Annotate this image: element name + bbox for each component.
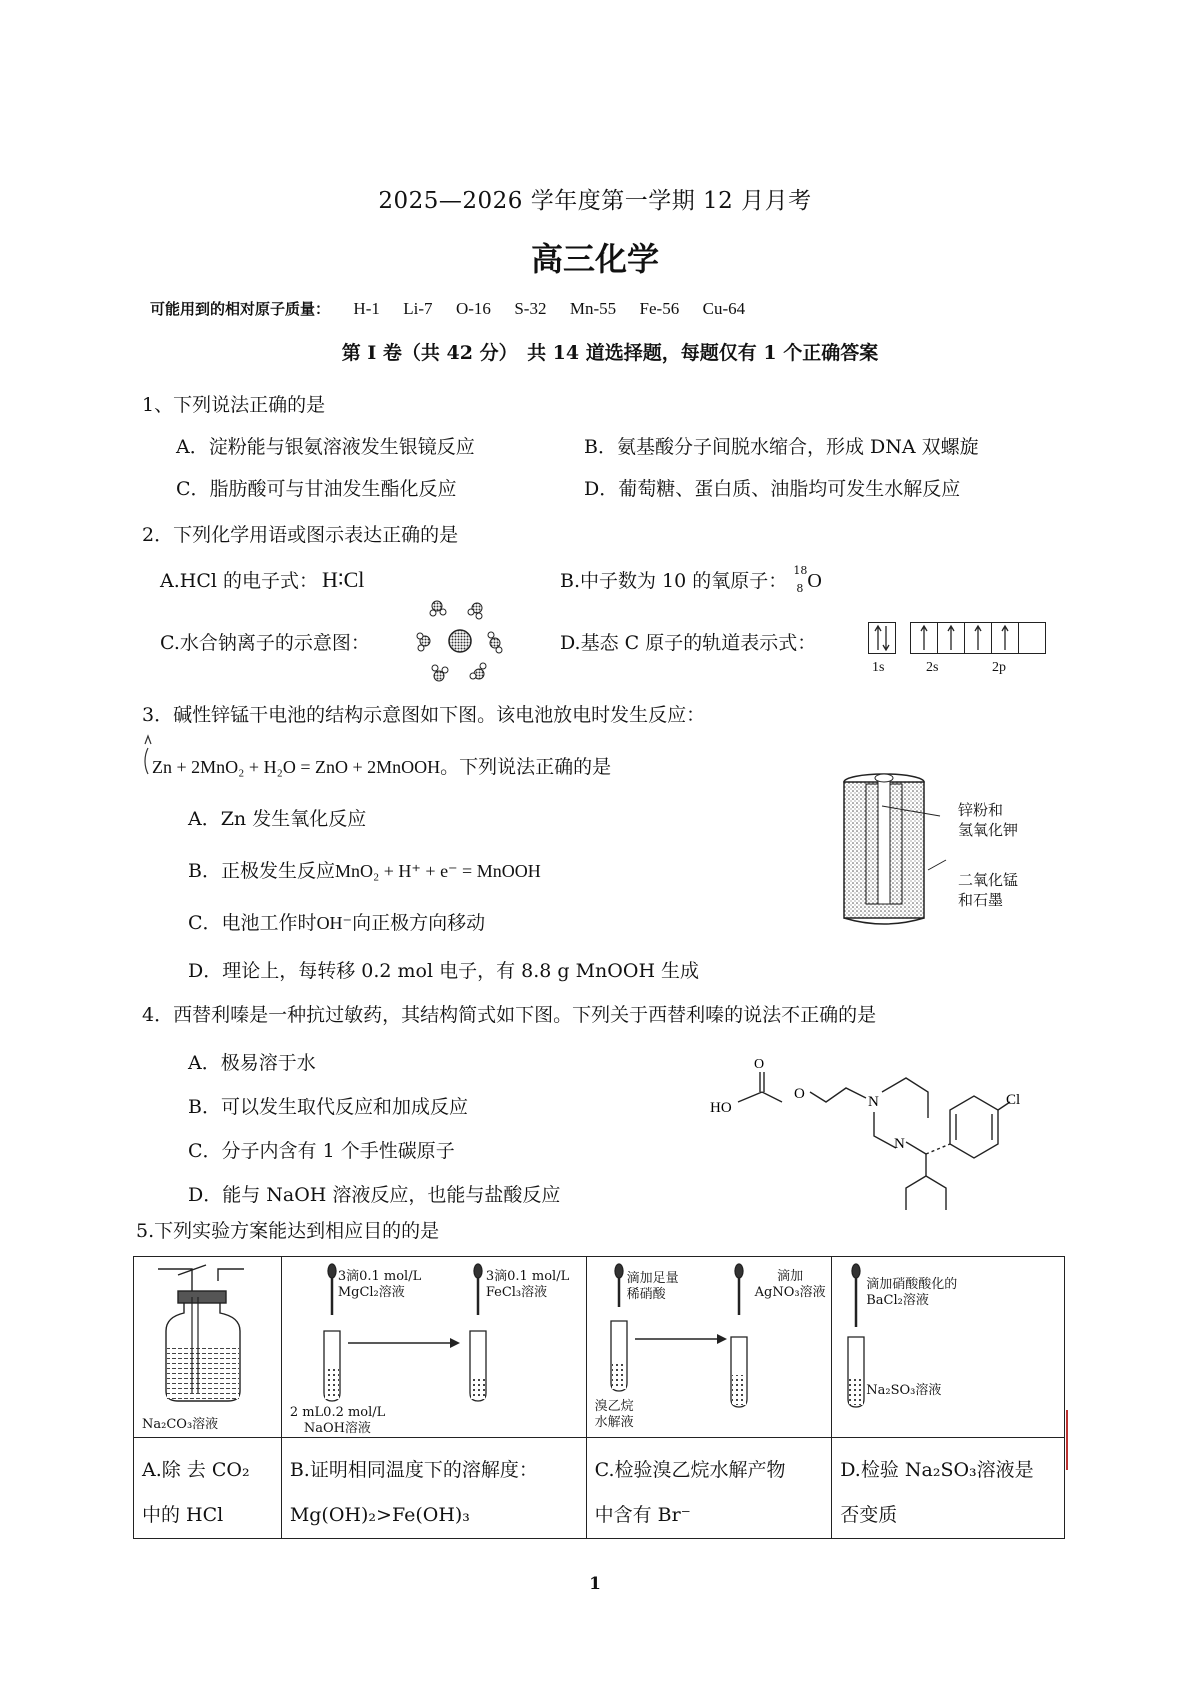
q2-option-b: [560, 566, 822, 593]
element-symbol: O: [807, 570, 822, 592]
diagram-d-cell: [832, 1257, 1065, 1438]
option-label: A．: [188, 808, 221, 830]
atomic-masses-label: 可能用到的相对原子质量：: [150, 300, 331, 318]
question-4-stem: [142, 1000, 876, 1027]
option-label: B．: [188, 860, 221, 882]
reaction-equation: Zn + 2MnO₂ + H₂O = ZnO + 2MnOOH: [152, 757, 441, 777]
purpose-line: 中的 HCl: [142, 1504, 224, 1526]
diagram-c-cell: [586, 1257, 832, 1438]
orbital-label-2p: 2p: [992, 660, 1006, 675]
option-text: 淀粉能与银氨溶液发生银镜反应: [208, 436, 475, 458]
option-text: 基态 C 原子的轨道表示式：: [580, 632, 817, 654]
purpose-line: A.除 去 CO₂: [142, 1459, 250, 1481]
electrode-equation: MnO₂ + H⁺ + e⁻ = MnOOH: [334, 861, 541, 881]
stem-text: 下列化学用语或图示表达正确的是: [173, 524, 459, 546]
purpose-a: [134, 1438, 282, 1539]
orbital-cell: [869, 623, 895, 653]
atomic-number: 8: [796, 582, 804, 595]
carbonyl-o-label: O: [754, 1057, 765, 1072]
option-text: 水合钠离子的示意图：: [179, 632, 370, 654]
option-label: C.: [160, 632, 180, 654]
mass-mn: Mn-55: [569, 299, 617, 318]
label-line: 水解液: [594, 1415, 634, 1430]
option-label: A．: [188, 1052, 221, 1074]
question-2-stem: [142, 520, 458, 547]
experiment-table: [133, 1256, 1065, 1539]
purpose-line: 否变质: [840, 1504, 898, 1526]
purpose-row: [134, 1438, 1065, 1539]
orbital-label-2s: 2s: [926, 660, 939, 675]
option-text: 可以发生取代反应和加成反应: [220, 1096, 468, 1118]
dropper-label: [866, 1277, 957, 1309]
label-line: 稀硝酸: [626, 1287, 666, 1302]
electron-formula: H∶Cl: [322, 567, 365, 592]
q3-option-a: [188, 804, 366, 831]
mass-li: Li-7: [403, 299, 433, 318]
q4-option-a: [188, 1048, 316, 1075]
up-electron-arrow-icon: [965, 623, 991, 653]
stem-text: 西替利嗪是一种抗过敏药，其结构简式如下图。下列关于西替利嗪的说法不正确的是: [173, 1004, 877, 1026]
purpose-line: D.检验 Na₂SO₃溶液是: [840, 1459, 1034, 1481]
hydrated-sodium-ion-diagram: [415, 596, 505, 686]
piperazine-n1-label: N: [868, 1094, 879, 1110]
mass-o: O-16: [455, 299, 491, 318]
mass-h: H-1: [353, 299, 380, 318]
option-label: D．: [584, 478, 619, 500]
orbital-cell: [965, 623, 992, 653]
q4-option-d: [188, 1180, 560, 1207]
orbital-box-1s: [868, 622, 896, 654]
mass-s: S-32: [514, 299, 547, 318]
q3-option-d: [188, 956, 699, 983]
diagram-a-cell: [134, 1257, 282, 1438]
label-line: 3滴0.1 mol/L: [337, 1269, 422, 1284]
piperazine-n2-label: N: [894, 1136, 905, 1152]
up-electron-arrow-icon: [911, 623, 937, 653]
option-label: A．: [176, 436, 209, 458]
option-label: B.: [560, 570, 581, 592]
bottle-label: Na₂CO₃溶液: [142, 1417, 219, 1432]
label-line: 滴加足量: [626, 1271, 679, 1286]
option-text: 脂肪酸可与甘油发生酯化反应: [209, 478, 457, 500]
orbital-box-2s-2p: [910, 622, 1046, 654]
question-number: 2．: [142, 524, 174, 546]
q1-option-d: [584, 474, 960, 501]
atomic-masses: [150, 298, 745, 319]
page-number: 1: [589, 1574, 601, 1594]
option-label: D．: [188, 960, 223, 982]
label-line: 氢氧化钾: [958, 821, 1019, 839]
option-text: 正极发生反应: [220, 860, 335, 882]
q2-option-a: [160, 566, 364, 593]
tube-label: Na₂SO₃溶液: [866, 1383, 942, 1398]
up-electron-arrow-icon: [992, 623, 1018, 653]
orbital-cell: [1019, 623, 1045, 653]
label-line: AgNO₃溶液: [754, 1285, 826, 1300]
q1-option-a: [176, 432, 475, 459]
option-text: 分子内含有 1 个手性碳原子: [221, 1140, 455, 1162]
chloro-label: Cl: [1006, 1092, 1021, 1108]
option-label: C．: [188, 1140, 222, 1162]
battery-leader-lines: [880, 790, 960, 890]
nuclide-notation: [793, 564, 808, 595]
q2-option-c: [160, 628, 370, 655]
handwritten-mark-icon: [140, 730, 160, 776]
option-text: 葡萄糖、蛋白质、油脂均可发生水解反应: [618, 478, 961, 500]
purpose-d: [832, 1438, 1065, 1539]
label-line: 锌粉和: [958, 801, 1004, 819]
q4-option-c: [188, 1136, 455, 1163]
option-text: 电池工作时: [221, 912, 317, 934]
question-5-stem: [136, 1216, 439, 1243]
dropper-2-label: [755, 1269, 826, 1301]
label-line: 二氧化锰: [958, 871, 1019, 889]
stem-text: 碱性锌锰干电池的结构示意图如下图。该电池放电时发生反应：: [173, 704, 706, 726]
label-line: BaCl₂溶液: [866, 1293, 929, 1308]
diagram-b-cell: [281, 1257, 586, 1438]
label-line: FeCl₃溶液: [485, 1285, 548, 1300]
question-number: 4．: [142, 1004, 174, 1026]
stem-text: 下列说法正确的是: [173, 394, 326, 416]
purpose-line: Mg(OH)₂>Fe(OH)₃: [289, 1504, 470, 1526]
label-line: 和石墨: [958, 891, 1004, 909]
option-text: 极易溶于水: [220, 1052, 316, 1074]
ether-o-label: O: [794, 1086, 805, 1102]
option-label: C．: [176, 478, 210, 500]
orbital-label-1s: 1s: [872, 660, 885, 675]
purpose-b: [281, 1438, 586, 1539]
q2-option-d: [560, 628, 816, 655]
tube-label: [290, 1405, 386, 1437]
tube-label: [595, 1399, 634, 1431]
option-text: 能与 NaOH 溶液反应，也能与盐酸反应: [222, 1184, 561, 1206]
orbital-cell: [938, 623, 965, 653]
mass-number: 18: [793, 564, 808, 577]
label-line: 3滴0.1 mol/L: [485, 1269, 570, 1284]
label-line: MgCl₂溶液: [337, 1285, 405, 1300]
question-3-equation-line: [152, 752, 611, 779]
gas-washing-bottle-diagram: [148, 1261, 258, 1411]
label-line: 溴乙烷: [594, 1399, 634, 1414]
paired-electron-arrows-icon: [869, 623, 895, 653]
mass-cu: Cu-64: [702, 299, 746, 318]
question-3-stem: [142, 700, 705, 727]
purpose-line: B.证明相同温度下的溶解度：: [289, 1459, 538, 1481]
q1-option-c: [176, 474, 457, 501]
option-text: 向正极方向移动: [352, 912, 486, 934]
subject-title: 高三化学: [530, 240, 659, 278]
option-label: D．: [188, 1184, 223, 1206]
option-label: C．: [188, 912, 222, 934]
option-text: 氨基酸分子间脱水缩合，形成 DNA 双螺旋: [616, 436, 979, 458]
option-label: A.: [160, 570, 180, 592]
question-number: 5.: [136, 1220, 155, 1242]
question-number: 3．: [142, 704, 174, 726]
q3-option-b: [188, 856, 541, 883]
option-label: D.: [560, 632, 581, 654]
battery-cathode-label: [958, 870, 1018, 910]
orbital-cell: [911, 623, 938, 653]
purpose-line: 中含有 Br⁻: [594, 1504, 691, 1526]
stem-text: 下列实验方案能达到相应目的的是: [154, 1220, 440, 1242]
dropper-2-label: [486, 1269, 569, 1301]
question-1-stem: [142, 390, 325, 417]
mass-fe: Fe-56: [639, 299, 680, 318]
up-electron-arrow-icon: [938, 623, 964, 653]
question-number: 1、: [142, 394, 174, 416]
option-label: B．: [584, 436, 617, 458]
option-text: 理论上，每转移 0.2 mol 电子，有 8.8 g MnOOH 生成: [222, 960, 700, 982]
purpose-c: [586, 1438, 832, 1539]
option-text: HCl 的电子式：: [179, 570, 318, 592]
battery-anode-label: [958, 800, 1018, 840]
q3-option-c: [188, 908, 485, 935]
orbital-cell: [992, 623, 1019, 653]
stem-tail: 。下列说法正确的是: [440, 756, 612, 778]
label-line: 滴加: [777, 1269, 804, 1284]
label-line: 滴加硝酸酸化的: [866, 1277, 958, 1292]
q4-option-b: [188, 1092, 468, 1119]
exam-title: 2025—2026 学年度第一学期 12 月月考: [378, 188, 812, 214]
option-text: 中子数为 10 的氧原子：: [580, 570, 788, 592]
option-text: Zn 发生氧化反应: [220, 808, 367, 830]
purpose-line: C.检验溴乙烷水解产物: [594, 1459, 786, 1481]
ion-formula: OH⁻: [316, 913, 353, 933]
option-label: B．: [188, 1096, 221, 1118]
dropper-1-label: [627, 1271, 679, 1303]
label-line: NaOH溶液: [303, 1421, 371, 1436]
cetirizine-structure-diagram: [710, 1040, 1030, 1210]
hydroxyl-label: HO: [710, 1100, 732, 1116]
section-title: 第 I 卷（共 42 分） 共 14 道选择题，每题仅有 1 个正确答案: [341, 342, 879, 364]
margin-pen-mark: [1066, 1410, 1068, 1470]
q1-option-b: [584, 432, 979, 459]
label-line: 2 mL0.2 mol/L: [289, 1405, 386, 1420]
dropper-1-label: [338, 1269, 421, 1301]
diagram-row: [134, 1257, 1065, 1438]
